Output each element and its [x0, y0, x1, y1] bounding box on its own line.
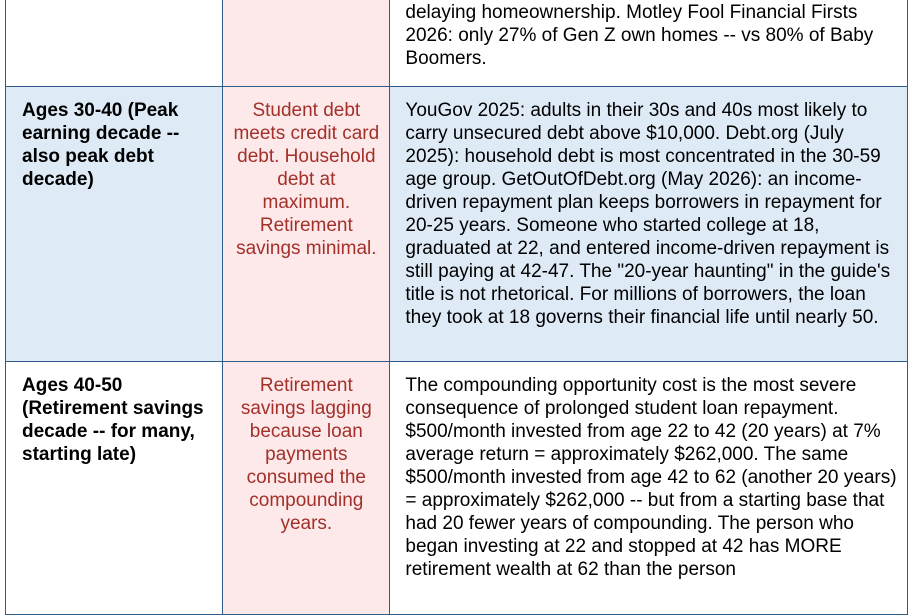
age-label-cell: [6, 0, 223, 87]
risk-cell: [223, 0, 390, 87]
evidence-cell: YouGov 2025: adults in their 30s and 40s most likely to carry unsecured debt above $10,000. Debt.org (July 2025): household debt is most concentrated in the 30-59 age group. GetOutOfDebt.org (May 2026): an income-driven repayment plan keeps borrowers in repayment for 20-25 years. Someone who started college at 18, graduated at 22, and entered income-driven repayment is still paying at 42-47. The "20-year haunting" in the guide's title is not rhetorical. For millions of borrowers, the loan they took at 18 governs their financial life until nearly 50.: [390, 87, 908, 362]
table-row: [6, 362, 908, 615]
table-row: [6, 0, 908, 87]
risk-cell: Student debt meets credit card debt. Household debt at maximum. Retirement savings minimal.: [223, 87, 390, 362]
evidence-cell: The compounding opportunity cost is the most severe consequence of prolonged student loan repayment. $500/month invested from age 22 to 42 (20 years) at 7% average return = approximately $262,000. The same $500/month invested from age 42 to 62 (another 20 years) = approximately $262,000 -- but from a starting base that had 20 fewer years of compounding. The person who began investing at 22 and stopped at 42 has MORE retirement wealth at 62 than the person: [390, 362, 908, 615]
age-label-cell: Ages 40-50 (Retirement savings decade -- for many, starting late): [6, 362, 223, 615]
age-label-cell: Ages 30-40 (Peak earning decade -- also peak debt decade): [6, 87, 223, 362]
table-row: [6, 87, 908, 362]
risk-cell: Retirement savings lagging because loan payments consumed the compounding years.: [223, 362, 390, 615]
evidence-cell: delaying homeownership. Motley Fool Financial Firsts 2026: only 27% of Gen Z own homes -- vs 80% of Baby Boomers.: [390, 0, 908, 87]
debt-timeline-table: [5, 0, 908, 615]
